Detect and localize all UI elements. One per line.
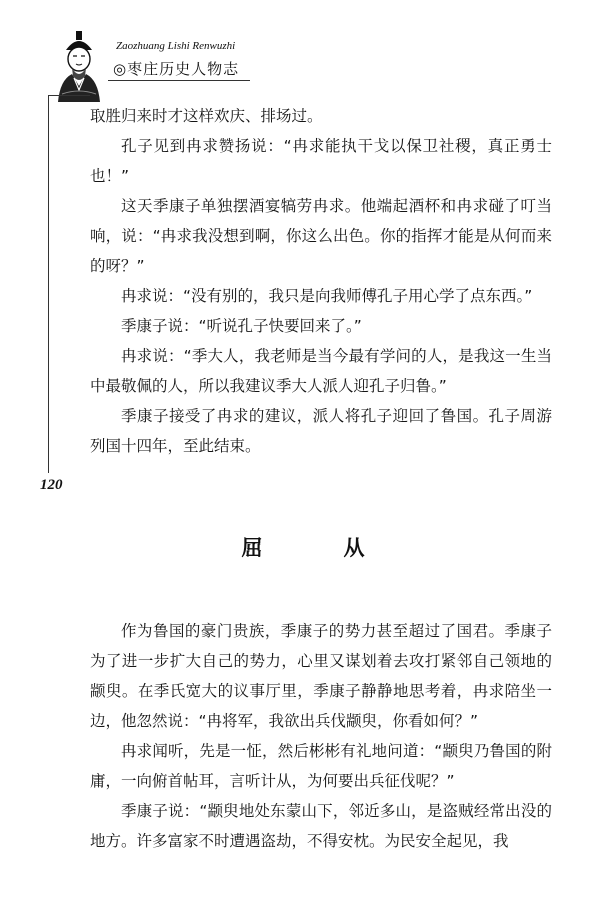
paragraph: 冉求说：“没有别的，我只是向我师傅孔子用心学了点东西。” bbox=[121, 287, 533, 305]
paragraph: 这天季康子单独摆酒宴犒劳冉求。他端起酒杯和冉求碰了叮当响，说：“冉求我没想到啊，你这么出色。你的指挥才能是从何而来的呀？” bbox=[90, 197, 552, 275]
margin-rule-horizontal bbox=[48, 95, 90, 96]
paragraph: 冉求闻听，先是一怔，然后彬彬有礼地问道：“颛臾乃鲁国的附庸，一向俯首帖耳，言听计从，为何要出兵征伐呢？” bbox=[90, 742, 552, 790]
paragraph: 孔子见到冉求赞扬说：“冉求能执干戈以保卫社稷，真正勇士也！” bbox=[90, 137, 552, 185]
paragraph: 季康子说：“颛臾地处东蒙山下，邻近多山，是盗贼经常出没的地方。许多富家不时遭遇盗劫，不得安枕。为民安全起见，我 bbox=[90, 802, 552, 850]
top-text-block bbox=[90, 101, 552, 461]
bottom-text-block bbox=[90, 616, 552, 856]
header-underline bbox=[108, 80, 250, 81]
paragraph: 冉求说：“季大人，我老师是当今最有学问的人，是我这一生当中最敬佩的人，所以我建议季大人派人迎孔子归鲁。” bbox=[90, 347, 552, 395]
header-series-title: ◎枣庄历史人物志 bbox=[113, 60, 240, 78]
header-series-pinyin: Zaozhuang Lishi Renwuzhi bbox=[116, 40, 236, 52]
paragraph: 季康子说：“听说孔子快要回来了。” bbox=[121, 317, 362, 335]
paragraph: 取胜归来时才这样欢庆、排场过。 bbox=[90, 107, 323, 125]
margin-rule-vertical bbox=[48, 95, 49, 473]
paragraph: 作为鲁国的豪门贵族，季康子的势力甚至超过了国君。季康子为了进一步扩大自己的势力，心里又谋划着去攻打紧邻自己领地的颛臾。在季氏宽大的议事厅里，季康子静静地思考着，冉求陪坐一边，他忽然说：“冉将军，我欲出兵伐颛臾，你看如何？” bbox=[90, 622, 552, 730]
scholar-portrait-icon bbox=[52, 28, 106, 102]
page-number: 120 bbox=[40, 477, 63, 493]
section-title: 屈 从 bbox=[241, 536, 395, 560]
paragraph: 季康子接受了冉求的建议，派人将孔子迎回了鲁国。孔子周游列国十四年，至此结束。 bbox=[90, 407, 552, 455]
